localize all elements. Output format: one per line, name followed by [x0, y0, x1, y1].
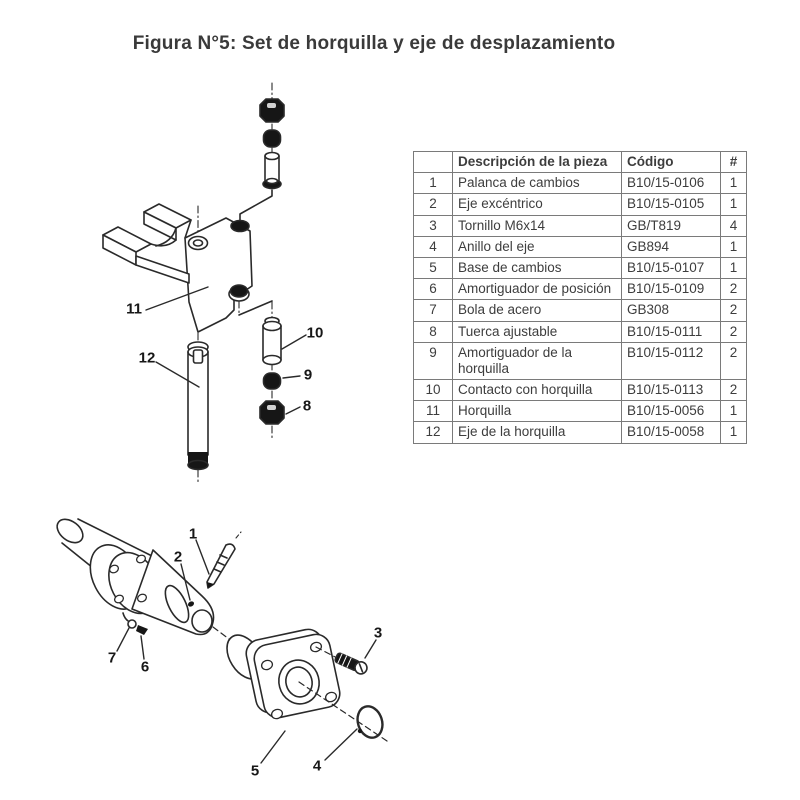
- table-cell-code: GB894: [622, 236, 721, 257]
- fork-assembly-drawing: [40, 75, 400, 485]
- position-damper-part: [136, 625, 148, 635]
- table-cell-description: Tornillo M6x14: [453, 215, 622, 236]
- table-cell-qty: 1: [721, 422, 747, 443]
- table-cell-code: B10/15-0113: [622, 380, 721, 401]
- table-row: [414, 321, 747, 342]
- table-cell-qty: 1: [721, 194, 747, 215]
- table-row: [414, 279, 747, 300]
- table-cell-code: B10/15-0058: [622, 422, 721, 443]
- table-cell-num: 8: [414, 321, 453, 342]
- table-cell-description: Tuerca ajustable: [453, 321, 622, 342]
- table-row: [414, 401, 747, 422]
- table-cell-code: B10/15-0106: [622, 173, 721, 194]
- table-cell-qty: 1: [721, 257, 747, 278]
- part-callout: 8: [302, 397, 312, 415]
- table-row: [414, 215, 747, 236]
- table-cell-num: 2: [414, 194, 453, 215]
- fork-damper-part: [264, 130, 281, 147]
- table-cell-code: B10/15-0109: [622, 279, 721, 300]
- page-title: Figura N°5: Set de horquilla y eje de desplazamiento: [132, 33, 616, 54]
- table-row: [414, 380, 747, 401]
- adjustable-nut-part: [260, 99, 284, 122]
- table-cell-qty: 1: [721, 401, 747, 422]
- table-cell-num: 1: [414, 173, 453, 194]
- table-header-cell: [414, 152, 453, 173]
- table-cell-num: 10: [414, 380, 453, 401]
- part-callout: 7: [107, 649, 117, 667]
- table-cell-code: B10/15-0105: [622, 194, 721, 215]
- table-cell-description: Contacto con horquilla: [453, 380, 622, 401]
- part-callout: 6: [140, 658, 150, 676]
- exploded-view-fork-assembly: [40, 75, 400, 485]
- parts-table-header: [414, 152, 747, 173]
- part-callout: 5: [250, 762, 260, 780]
- table-cell-description: Horquilla: [453, 401, 622, 422]
- fork-shaft-part: [188, 342, 208, 470]
- table-cell-qty: 2: [721, 380, 747, 401]
- table-cell-qty: 1: [721, 173, 747, 194]
- part-callout: 9: [303, 366, 313, 384]
- table-cell-description: Palanca de cambios: [453, 173, 622, 194]
- table-cell-num: 6: [414, 279, 453, 300]
- fork-contact-part: [240, 153, 281, 222]
- shift-lever-part: [207, 532, 241, 588]
- table-cell-qty: 4: [721, 215, 747, 236]
- table-cell-qty: 1: [721, 236, 747, 257]
- steel-ball-part: [123, 613, 136, 628]
- table-cell-description: Eje de la horquilla: [453, 422, 622, 443]
- table-cell-code: B10/15-0107: [622, 257, 721, 278]
- table-cell-qty: 2: [721, 342, 747, 379]
- table-row: [414, 342, 747, 379]
- table-cell-num: 12: [414, 422, 453, 443]
- right-stack-parts: [239, 301, 284, 424]
- table-cell-num: 7: [414, 300, 453, 321]
- table-cell-code: B10/15-0111: [622, 321, 721, 342]
- table-cell-description: Amortiguador de la horquilla: [453, 342, 622, 379]
- table-row: [414, 257, 747, 278]
- table-cell-description: Anillo del eje: [453, 236, 622, 257]
- table-cell-qty: 2: [721, 279, 747, 300]
- table-row: [414, 300, 747, 321]
- table-cell-code: B10/15-0112: [622, 342, 721, 379]
- exploded-view-shaft-assembly: [40, 500, 400, 800]
- table-cell-description: Base de cambios: [453, 257, 622, 278]
- table-cell-num: 5: [414, 257, 453, 278]
- part-callout: 2: [173, 548, 183, 566]
- table-cell-qty: 2: [721, 321, 747, 342]
- table-row: [414, 173, 747, 194]
- part-callout: 12: [138, 349, 156, 367]
- table-cell-code: GB308: [622, 300, 721, 321]
- table-cell-code: GB/T819: [622, 215, 721, 236]
- table-header-cell: Descripción de la pieza: [453, 152, 622, 173]
- part-callout: 10: [306, 324, 324, 342]
- table-row: [414, 236, 747, 257]
- table-cell-num: 9: [414, 342, 453, 379]
- table-cell-num: 11: [414, 401, 453, 422]
- shaft-ring-part: [354, 703, 387, 741]
- parts-table: [413, 151, 747, 444]
- part-callout: 3: [373, 624, 383, 642]
- table-cell-description: Eje excéntrico: [453, 194, 622, 215]
- table-row: [414, 194, 747, 215]
- part-callout: 4: [312, 757, 322, 775]
- table-header-row: [414, 152, 747, 173]
- part-callout: 11: [126, 300, 142, 318]
- table-cell-num: 3: [414, 215, 453, 236]
- table-header-cell: Código: [622, 152, 721, 173]
- table-cell-description: Amortiguador de posición: [453, 279, 622, 300]
- table-row: [414, 422, 747, 443]
- table-cell-num: 4: [414, 236, 453, 257]
- table-cell-description: Bola de acero: [453, 300, 622, 321]
- table-cell-code: B10/15-0056: [622, 401, 721, 422]
- part-callout: 1: [188, 525, 198, 543]
- base-plate-part: [220, 627, 343, 720]
- table-cell-qty: 2: [721, 300, 747, 321]
- parts-table-body: [414, 173, 747, 443]
- shaft-assembly-drawing: [40, 500, 400, 800]
- screw-part: [334, 651, 369, 675]
- table-header-cell: #: [721, 152, 747, 173]
